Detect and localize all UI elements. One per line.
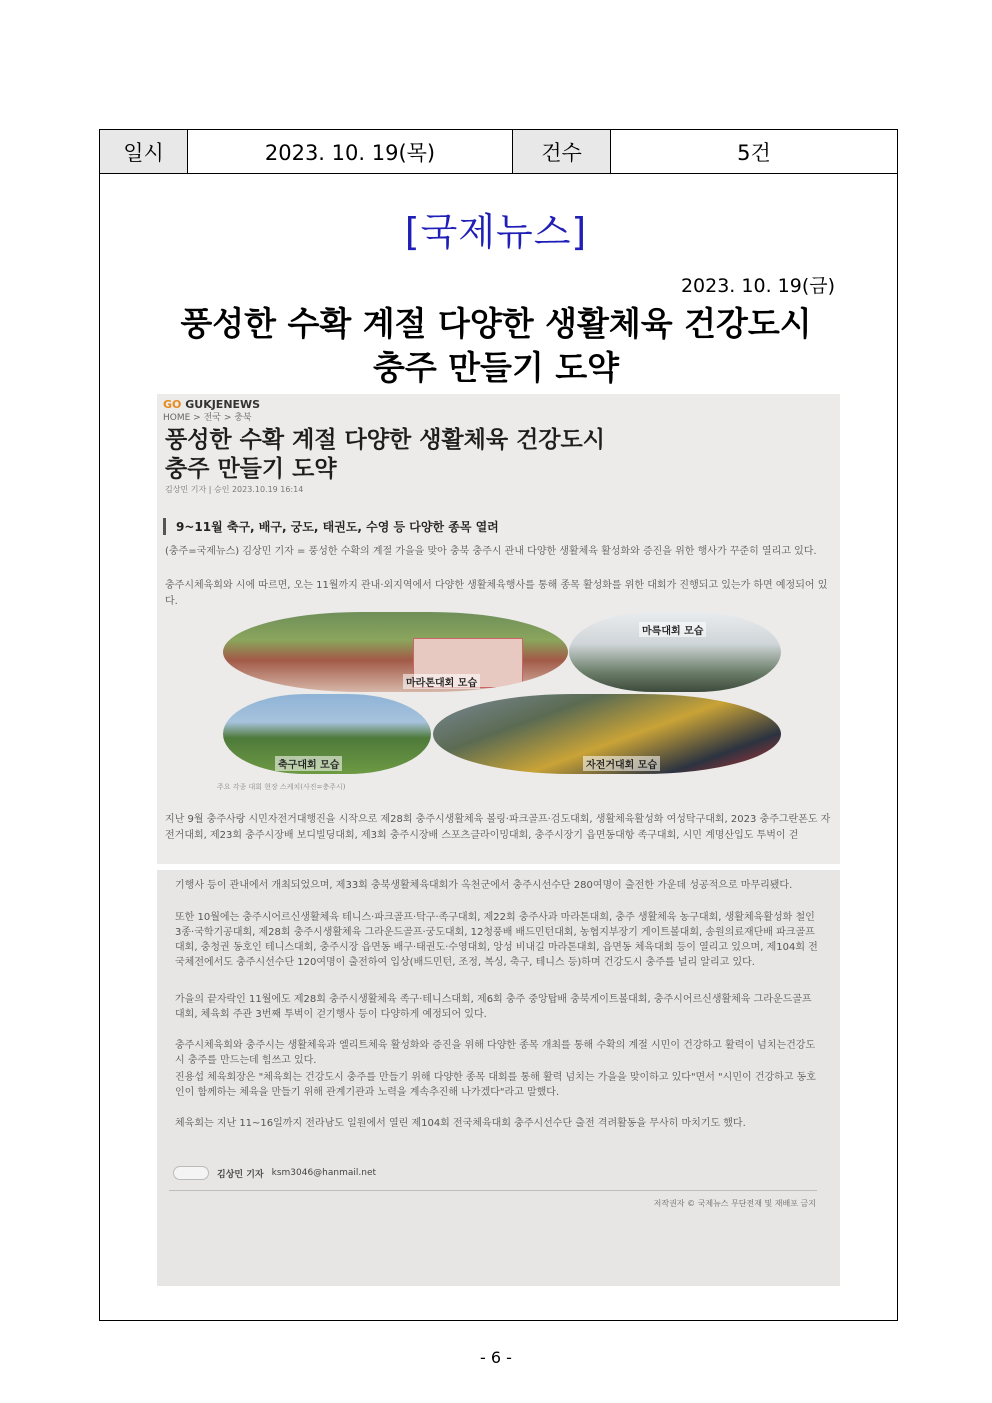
date-value: 2023. 10. 19(목) (188, 130, 513, 173)
count-value: 5건 (737, 140, 771, 165)
section-title: [국제뉴스] (404, 210, 588, 254)
publish-date: 2023. 10. 19(금) (680, 275, 835, 297)
archery-photo (569, 612, 781, 692)
marathon-photo (223, 612, 568, 692)
article-paragraph: 가을의 끝자락인 11월에도 제28회 충주시생활체육 족구·테니스대회, 제6회 충주 중앙탑배 충북게이트볼대회, 충주시어르신생활체육 그라운드골프대회, 체육회 주관 3번째 투벅이 걷기행사 등이 다양하게 예정되어 있다. (175, 994, 812, 1020)
article-paragraph: 진용섭 체육회장은 "체육회는 건강도시 충주를 만들기 위해 다양한 종목 대회를 통해 활력 넘치는 가을을 맞이하고 있다"면서 "시민이 건강하고 동호인이 함께하는 체육을 만들기 위해 관계기관과 노력을 계속추진해 나가겠다"라고 말했다. (175, 1072, 816, 1098)
article-paragraph: 충주시체육회와 충주시는 생활체육과 엘리트체육 활성화와 증진을 위해 다양한 종목 개최를 통해 수확의 계절 시민이 건강하고 활력이 넘치는건강도시 충주를 만드는데 힘쓰고 있다. (175, 1040, 816, 1066)
breadcrumb: HOME > 전국 > 충북 (163, 413, 252, 423)
headline (0, 302, 992, 390)
article-title: 풍성한 수확 계절 다양한 생활체육 건강도시 충주 만들기 도약 (165, 427, 605, 482)
reporter-email: ksm3046@hanmail.net (271, 1168, 377, 1178)
photo-note: 주요 각종 대회 현장 스케치(사진=충주시) (217, 783, 346, 791)
cycling-photo (433, 694, 781, 774)
date-label: 일시 (100, 130, 188, 173)
report-header-row (100, 130, 897, 174)
photo-caption: 마륵대회 모습 (639, 622, 706, 637)
count-label: 건수 (513, 130, 611, 173)
divider (169, 1190, 817, 1191)
avatar-icon (173, 1166, 209, 1180)
article-paragraph: (충주=국제뉴스) 김상민 기자 = 풍성한 수확의 계절 가을을 맞아 충북 충주시 관내 다양한 생활체육 활성화와 증진을 위한 행사가 꾸준히 열리고 있다. (165, 546, 817, 557)
article-paragraph: 체육회는 지난 11~16일까지 전라남도 일원에서 열린 제104회 전국체육대회 충주시선수단 출전 격려활동을 무사히 마치기도 했다. (175, 1118, 746, 1129)
reporter-info (173, 1166, 376, 1180)
news-clipping-bottom (157, 870, 840, 1286)
article-paragraph: 충주시체육회와 시에 따르면, 오는 11월까지 관내·외지역에서 다양한 생활체육행사를 통해 종목 활성화를 위한 대회가 진행되고 있는가 하면 예정되어 있다. (165, 580, 828, 607)
article-paragraph: 기행사 등이 관내에서 개최되었으며, 제33회 충북생활체육대회가 옥천군에서 충주시선수단 280여명이 출전한 가운데 성공적으로 마무리됐다. (175, 880, 793, 891)
article-paragraph: 지난 9월 충주사랑 시민자전거대행진을 시작으로 제28회 충주시생활체육 볼링·파크골프·검도대회, 생활체육활성화 여성탁구대회, 2023 충주그란폰도 자전거대회, 제23회 충주시장배 보디빌딩대회, 제3회 충주시장배 스포츠클라이밍대회, 충주시장기 읍면동대항 족구대회, 시민 계명산입도 투벅이 걷 (165, 814, 831, 841)
article-subhead: 9~11월 축구, 배구, 궁도, 태권도, 수영 등 다양한 종목 열려 (163, 518, 499, 535)
page-number: - 6 - (480, 1348, 512, 1367)
reporter-name: 김상민 기자 (217, 1169, 264, 1180)
copyright-notice: 저작권자 © 국제뉴스 무단전재 및 재배포 금지 (653, 1199, 816, 1208)
soccer-photo (223, 694, 431, 774)
headline-line1: 풍성한 수확 계절 다양한 생활체육 건강도시 (180, 304, 812, 343)
photo-caption: 축구대회 모습 (275, 756, 342, 771)
photo-caption: 마라톤대회 모습 (403, 674, 480, 689)
news-clipping-top (157, 394, 840, 864)
gukjenews-logo: GO GUKJENEWS (163, 398, 261, 411)
photo-caption: 자전거대회 모습 (583, 756, 660, 771)
headline-line2: 충주 만들기 도약 (372, 348, 620, 387)
article-byline: 김상민 기자 | 승인 2023.10.19 16:14 (165, 485, 304, 494)
article-paragraph: 또한 10월에는 충주시어르신생활체육 테니스·파크골프·탁구·족구대회, 제22회 충주사과 마라톤대회, 충주 생활체육 농구대회, 생활체육활성화 철인3종·국학기공대회, 제28회 충주시생활체육 그라운드골프·궁도대회, 12청풍배 배드민턴대회, 농협지부장기 게이트볼대회, 송원의료재단배 파크골프대회, 충청권 동호인 테니스대회, 충주시장 읍면동 배구·태권도·수영대회, 앙성 비내길 마라톤대회, 읍면동 체육대회 등이 열리고 있으며, 제104회 전국체전에서도 충주시선수단 120여명이 출전하여 입상(배드민턴, 조정, 복싱, 축구, 테니스 등)하며 건강도시 충주를 널리 알리고 있다. (175, 912, 818, 968)
